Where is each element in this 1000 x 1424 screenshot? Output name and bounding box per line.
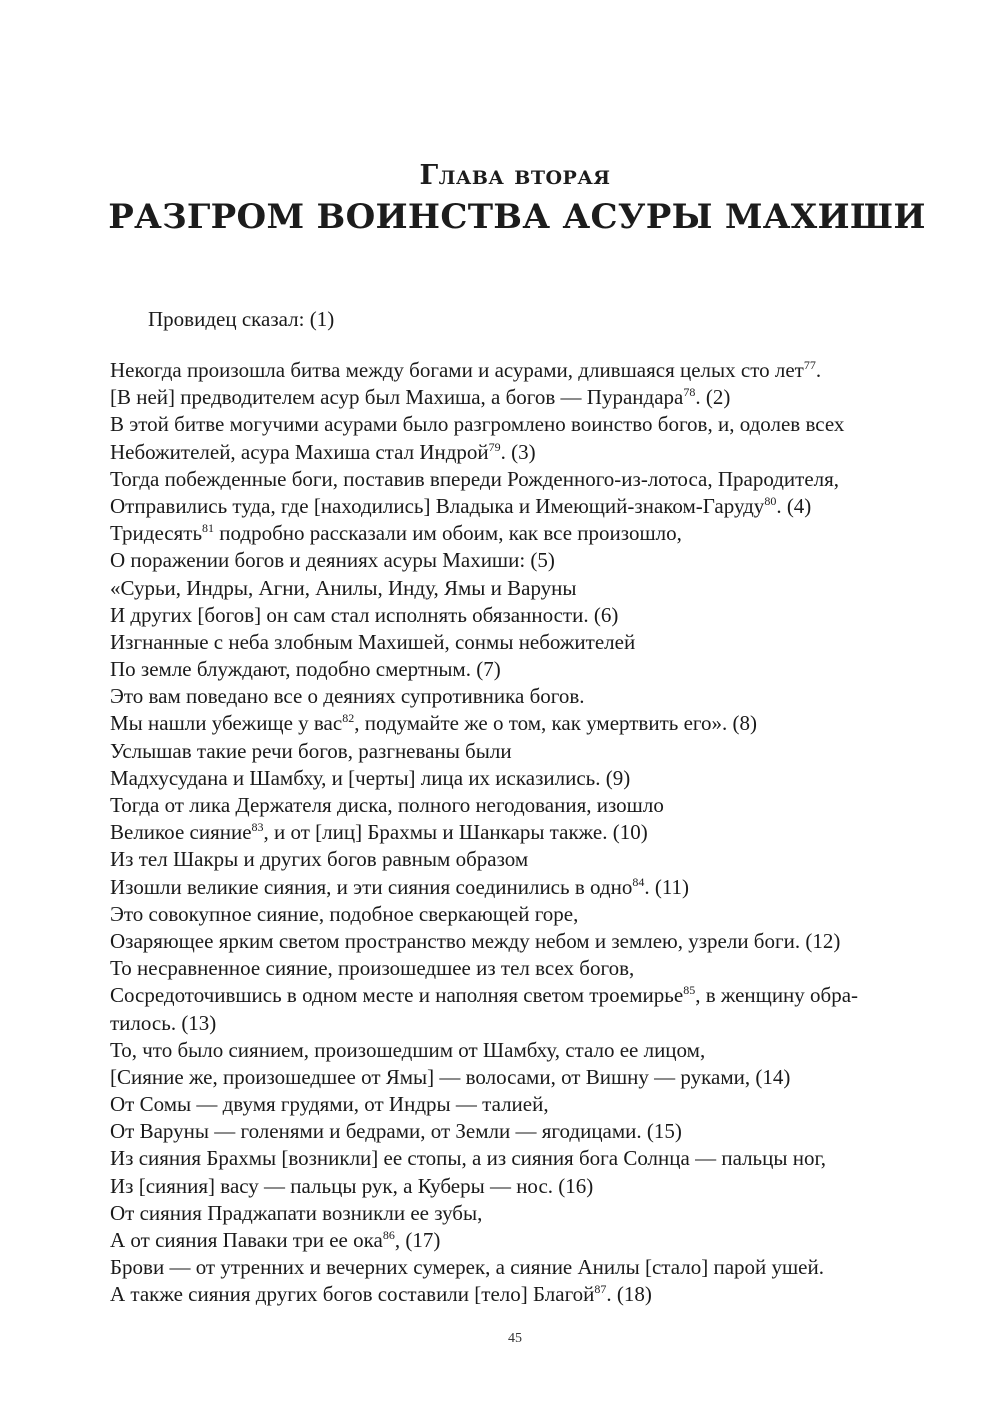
verse-line [110, 683, 930, 710]
footnote-ref[interactable]: 83 [251, 820, 264, 835]
verse-text-span: [В ней] предводителем асур был Махиша, а богов — Пурандара [110, 385, 684, 410]
footnote-ref[interactable]: 87 [594, 1282, 607, 1297]
footnote-ref[interactable]: 84 [632, 874, 645, 889]
verse-text-span: . (4) [776, 493, 812, 518]
verse-text-span: Небожителей, асура Махиша стал Индрой [110, 439, 489, 464]
verse-line [110, 792, 930, 819]
verse-text-span: Великое сияние [110, 820, 252, 845]
verse-text-span: Из сияния Брахмы [возникли] ее стопы, а из сияния бога Солнца — пальцы ног, [110, 1146, 826, 1171]
verse-line [110, 1200, 930, 1227]
chapter-label: Глава вторая [419, 160, 611, 191]
verse-text-span: Тогда от лика Держателя диска, полного негодования, изошло [110, 793, 664, 817]
verse-line [110, 1227, 930, 1254]
verse-text-span: Сосредоточившись в одном месте и наполняя светом троемирье [110, 983, 684, 1008]
verse-line [110, 411, 930, 438]
verse-text-span: От сияния Праджапати возникли ее зубы, [110, 1200, 483, 1225]
verse-text-span: Это вам поведано все о деяниях супротивника богов. [110, 684, 585, 709]
verse-line [110, 547, 930, 574]
verse-text-span: Некогда произошла битва между богами и асурами, длившаяся целых сто лет [110, 358, 804, 382]
footnote-ref[interactable]: 80 [764, 493, 777, 508]
verse-text-span: [Сияние же, произошедшее от Ямы] — волосами, от Вишну — руками, (14) [110, 1064, 791, 1089]
footnote-ref[interactable]: 86 [382, 1228, 395, 1242]
verse-text-span: . (3) [500, 439, 536, 464]
verse-line [110, 439, 930, 466]
verse-text-span: Из тел Шакры и других богов равным образом [110, 847, 529, 872]
verse-text-span: Из [сияния] васу — пальцы рук, а Куберы — нос. (16) [110, 1173, 594, 1198]
verse-text-span: . (18) [606, 1282, 652, 1307]
verse-line [110, 1091, 930, 1118]
footnote-ref[interactable]: 82 [342, 711, 355, 726]
verse-line [110, 520, 930, 547]
verse-line [110, 982, 930, 1009]
verse-text-span: То несравненное сияние, произошедшее из тел всех богов, [110, 956, 635, 981]
verse-line [110, 493, 930, 520]
verse-text-span: , подумайте же о том, как умертвить его». (8) [354, 711, 757, 736]
verse-text-span: тилось. (13) [110, 1010, 217, 1035]
verse-text-span: . (2) [695, 385, 731, 410]
verse-text-span: Мы нашли убежище у вас [110, 711, 343, 736]
verse-text-span: Изошли великие сияния, и эти сияния соединились в одно [110, 874, 633, 899]
verse-line [110, 1254, 930, 1281]
verse-text-span: От Сомы — двумя грудями, от Индры — талией, [110, 1092, 549, 1117]
verse-line [110, 1010, 930, 1037]
verse-line [110, 1118, 930, 1145]
verse-text-span: Изгнанные с неба злобным Махишей, сонмы небожителей [110, 629, 636, 654]
verse-line [110, 874, 930, 901]
verse-line [110, 901, 930, 928]
footnote-ref[interactable]: 81 [202, 521, 215, 536]
verse-line [110, 656, 930, 683]
verse-text-span: То, что было сиянием, произошедшим от Шамбху, стало ее лицом, [110, 1037, 706, 1062]
verse-text-span: . [815, 358, 822, 382]
verse-line [110, 928, 930, 955]
verse-text-span: И других [богов] он сам стал исполнять обязанности. (6) [110, 602, 619, 627]
verse-text-span: О поражении богов и деяниях асуры Махиши: (5) [110, 548, 555, 573]
verse-line [110, 955, 930, 982]
page-number: 45 [508, 1331, 522, 1346]
verse-line [110, 1281, 930, 1308]
verse-line [110, 384, 930, 411]
verse-text-span: подробно рассказали им обоим, как все произошло, [214, 521, 682, 546]
verse-line [110, 846, 930, 873]
verse-text-span: . (11) [644, 874, 690, 899]
footnote-ref[interactable]: 78 [683, 385, 696, 400]
verse-line [110, 1145, 930, 1172]
verse-text-span: По земле блуждают, подобно смертным. (7) [110, 657, 501, 682]
verse-line [110, 710, 930, 737]
footnote-ref[interactable]: 85 [683, 983, 696, 998]
verse-text-span: А также сияния других богов составили [тело] Благой [110, 1282, 595, 1307]
verse-line [110, 738, 930, 765]
verse-line [110, 602, 930, 629]
verse-text-span: Отправились туда, где [находились] Владыка и Имеющий-знаком-Гаруду [110, 493, 765, 518]
verse-line [110, 357, 930, 384]
verse-text-span: Брови — от утренних и вечерних сумерек, а сияние Анилы [стало] парой ушей. [110, 1255, 824, 1280]
footnote-ref[interactable]: 77 [803, 358, 816, 372]
verse-line [110, 765, 930, 792]
verse-text-span: Тогда побежденные боги, поставив впереди Рожденного-из-лотоса, Прародителя, [110, 466, 840, 491]
footnote-ref[interactable]: 79 [488, 439, 501, 454]
verse-line [110, 1173, 930, 1200]
verse-text-span: Озаряющее ярким светом пространство между небом и землею, узрели боги. (12) [110, 928, 841, 953]
verse-text-span: Тридесять [110, 521, 203, 546]
verse-text-span: Мадхусудана и Шамбху, и [черты] лица их исказились. (9) [110, 765, 631, 790]
verse-text-span: , в женщину обра- [695, 983, 859, 1008]
verse-text-span: В этой битве могучими асурами было разгромлено воинство богов, и, одолев всех [110, 412, 845, 437]
verse-line [110, 1064, 930, 1091]
verse-text [110, 357, 930, 1309]
verse-line [110, 575, 930, 602]
verse-text-span: Услышав такие речи богов, разгневаны были [110, 738, 512, 763]
verse-line [110, 819, 930, 846]
intro-line: Провидец сказал: (1) [148, 307, 335, 331]
verse-text-span: , (17) [394, 1228, 441, 1252]
verse-line [110, 1037, 930, 1064]
verse-text-span: , и от [лиц] Брахмы и Шанкары также. (10) [263, 820, 648, 845]
verse-text-span: А от сияния Паваки три ее ока [110, 1228, 383, 1252]
verse-text-span: «Сурьи, Индры, Агни, Анилы, Инду, Ямы и Варуны [110, 575, 577, 600]
verse-line [110, 629, 930, 656]
chapter-title: РАЗГРОМ ВОИНСТВА АСУРЫ МАХИШИ [108, 197, 926, 237]
verse-text-span: От Варуны — голенями и бедрами, от Земли — ягодицами. (15) [110, 1119, 682, 1144]
verse-text-span: Это совокупное сияние, подобное сверкающей горе, [110, 901, 579, 926]
verse-line [110, 466, 930, 493]
